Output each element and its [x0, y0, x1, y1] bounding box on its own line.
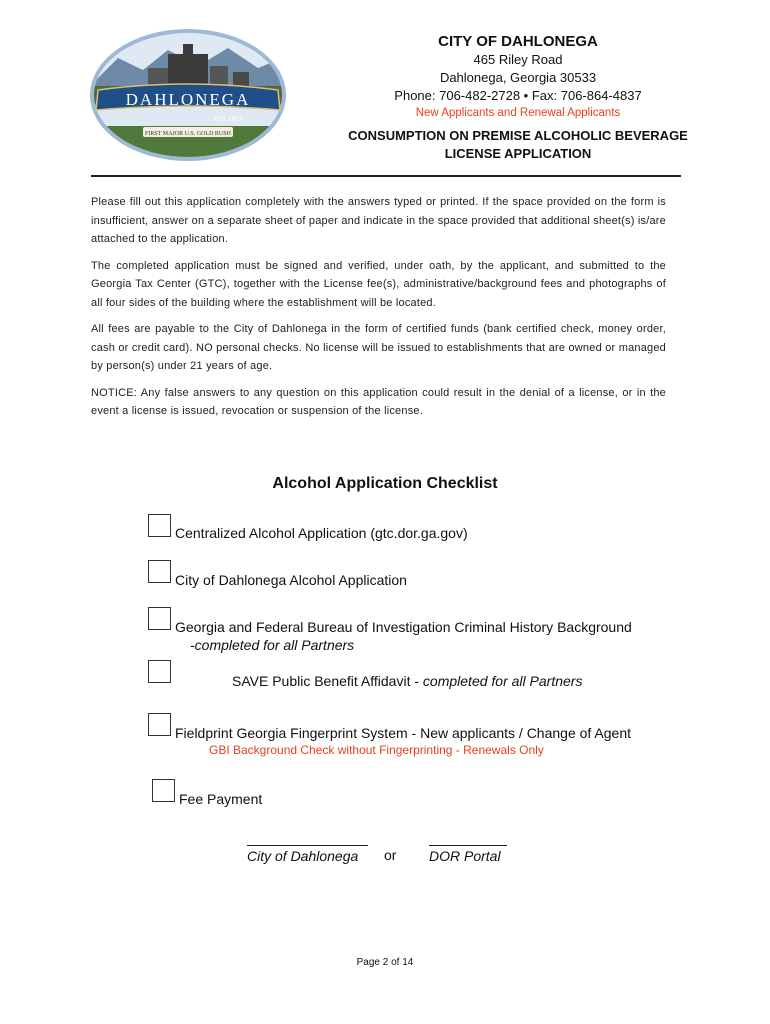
- logo-est: EST 1833: [213, 115, 243, 123]
- phone-fax: Phone: 706-482-2728 • Fax: 706-864-4837: [394, 88, 642, 103]
- city-name: CITY OF DAHLONEGA: [438, 33, 598, 50]
- save-affidavit-text: SAVE Public Benefit Affidavit -: [232, 673, 423, 689]
- payment-or: or: [384, 847, 397, 863]
- checkbox-centralized-application[interactable]: [148, 514, 171, 537]
- save-affidavit-emphasis: completed for all Partners: [422, 673, 583, 689]
- label-fee-payment: Fee Payment: [179, 791, 263, 807]
- form-title-line2: LICENSE APPLICATION: [444, 146, 592, 161]
- logo-name: DAHLONEGA: [125, 90, 251, 109]
- payment-option-dor: DOR Portal: [429, 845, 507, 864]
- checklist-title: Alcohol Application Checklist: [272, 475, 498, 492]
- label-centralized-application: Centralized Alcohol Application (gtc.dor.ga.gov): [175, 525, 468, 541]
- label-criminal-history-note: -completed for all Partners: [190, 637, 355, 653]
- checkbox-save-affidavit[interactable]: [148, 660, 171, 683]
- payment-option-city: City of Dahlonega: [247, 845, 368, 864]
- applicant-type: New Applicants and Renewal Applicants: [415, 107, 621, 119]
- label-criminal-history: Georgia and Federal Bureau of Investigation Criminal History Background: [175, 619, 632, 635]
- form-title-line1: CONSUMPTION ON PREMISE ALCOHOLIC BEVERAGE: [348, 128, 688, 143]
- paragraph-notice: NOTICE: Any false answers to any question on this application could result in the denial of a license, or in the event a license is issued, revocation or suspension of the license.: [91, 386, 666, 417]
- street-address: 465 Riley Road: [473, 52, 563, 67]
- paragraph-fees: All fees are payable to the City of Dahlonega in the form of certified funds (bank certified check, money order, cash or credit card). NO personal checks. No license will be issued to establishments that are owned or managed by person(s) under 21 years of age.: [91, 323, 666, 372]
- instructions: [91, 193, 666, 429]
- label-city-application: City of Dahlonega Alcohol Application: [175, 572, 407, 588]
- paragraph-fill-out: Please fill out this application completely with the answers typed or printed. If the space provided on the form is insufficient, answer on a separate sheet of paper and indicate in the space provided that additional sheet(s) is/are attached to the application.: [91, 196, 666, 245]
- checkbox-fee-payment[interactable]: [152, 779, 175, 802]
- page-number: Page 2 of 14: [356, 957, 414, 968]
- header-divider: [91, 175, 681, 177]
- paragraph-submission: The completed application must be signed and verified, under oath, by the applicant, and submitted to the Georgia Tax Center (GTC), together with the License fee(s), administrative/background fees and photographs of all four sides of the building where the establishment will be located.: [91, 259, 666, 309]
- dahlonega-logo: [88, 28, 288, 163]
- checkbox-criminal-history[interactable]: [148, 607, 171, 630]
- label-gbi-renewals-note: GBI Background Check without Fingerprinting - Renewals Only: [209, 743, 544, 757]
- checkbox-fingerprint[interactable]: [148, 713, 171, 736]
- letterhead: [318, 32, 718, 163]
- label-save-affidavit: [232, 672, 582, 690]
- city-state-zip: Dahlonega, Georgia 30533: [439, 70, 597, 85]
- label-fingerprint: Fieldprint Georgia Fingerprint System - New applicants / Change of Agent: [175, 725, 632, 741]
- checkbox-city-application[interactable]: [148, 560, 171, 583]
- logo-tagline: FIRST MAJOR U.S. GOLD RUSH: [145, 131, 231, 137]
